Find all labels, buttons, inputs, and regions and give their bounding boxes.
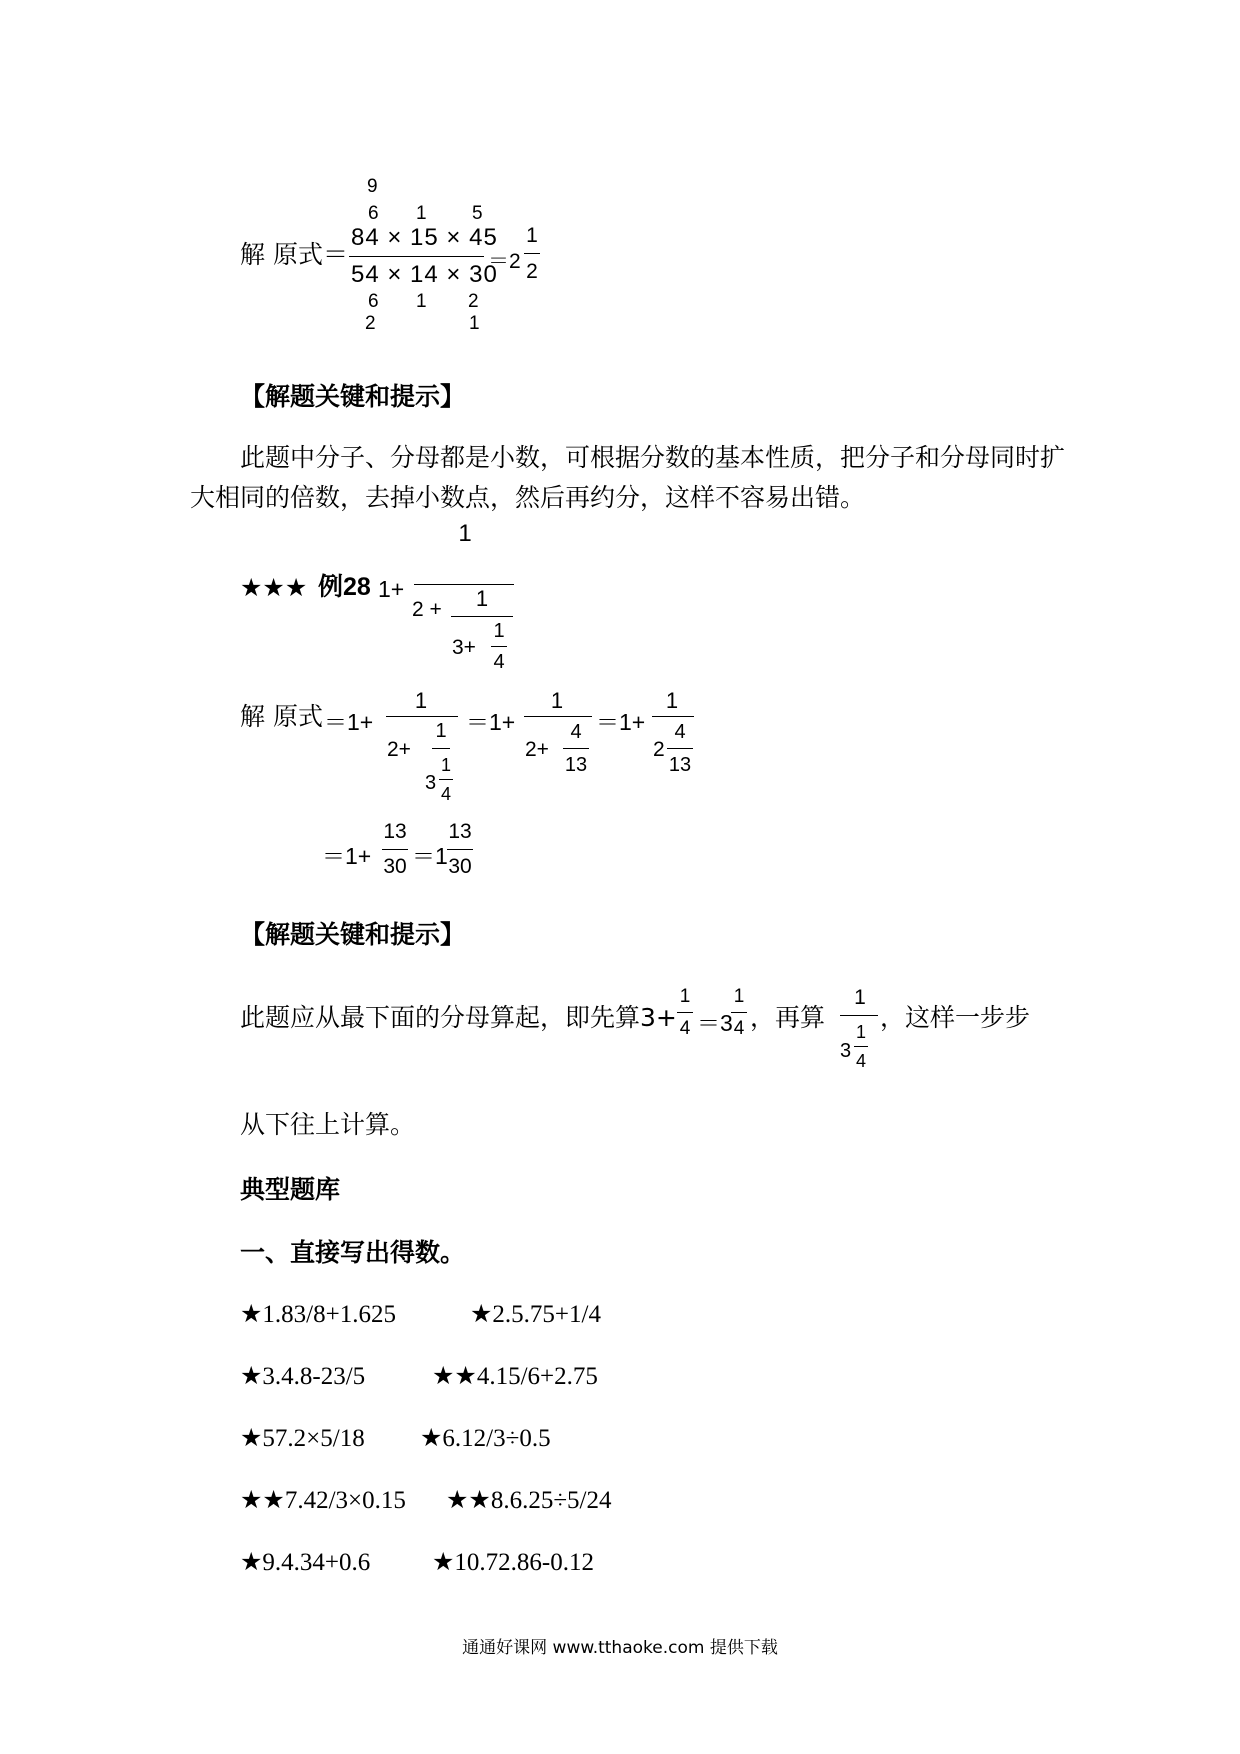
result-denominator: 2 <box>526 260 538 283</box>
line2-result-num: 13 <box>448 820 472 843</box>
exercise-item: ★10.72.86-0.12 <box>432 1549 594 1576</box>
cancel-mark: 1 <box>469 313 480 334</box>
step3-inner-den: 13 <box>668 754 692 776</box>
fraction-bar <box>414 584 514 585</box>
fraction-bar <box>667 748 693 749</box>
exercise-item: ★★4.15/6+2.75 <box>432 1363 598 1390</box>
page-footer: 通通好课网 www.tthaoke.com 提供下载 <box>462 1638 778 1658</box>
line2-result-den: 30 <box>448 855 472 878</box>
example-label: 例28 <box>318 573 371 601</box>
step3-whole: 2 <box>653 738 665 761</box>
step1-inner-num: 1 <box>435 720 447 742</box>
step2-inner-den: 13 <box>564 754 588 776</box>
section-subtitle: 一、直接写出得数。 <box>240 1238 466 1267</box>
hint-mixed-num: 1 <box>855 1022 866 1042</box>
exercise-item: ★57.2×5/18 <box>240 1425 365 1452</box>
step-equals: ＝1 <box>412 843 448 869</box>
exercise-item: ★9.4.34+0.6 <box>240 1549 371 1576</box>
step1-mixed-num: 1 <box>440 755 451 775</box>
fraction-bar <box>439 779 453 780</box>
hint-mixed-whole: 3 <box>840 1040 852 1062</box>
fraction-bar <box>386 716 458 717</box>
step2-numerator: 1 <box>550 688 564 713</box>
hint-text: ，这样一步步 <box>880 1003 1031 1032</box>
fraction-bar <box>524 716 592 717</box>
cancel-mark: 1 <box>416 291 427 312</box>
section-title: 典型题库 <box>240 1175 341 1204</box>
step3-inner-num: 4 <box>674 721 686 743</box>
hint-text: 此题应从最下面的分母算起，即先算3+ <box>240 1003 677 1032</box>
hint-fraction-num: 1 <box>854 986 866 1009</box>
cf-numerator: 1 <box>458 520 472 547</box>
hint-fraction-den: 4 <box>733 1018 745 1039</box>
hint-text: 此题中分子、分母都是小数，可根据分数的基本性质，把分子和分母同时扩大相同的倍数，去掉小数点，然后再约分，这样不容易出错。 <box>190 443 1066 512</box>
step1-den-lead: 2+ <box>387 738 411 761</box>
cancel-mark: 2 <box>468 291 479 312</box>
hint-heading: 【解题关键和提示】 <box>240 920 466 949</box>
step-equals: ＝1+ <box>322 843 372 869</box>
cf-lead-2: 2 + <box>412 598 442 621</box>
hint-text: 从下往上计算。 <box>240 1110 416 1139</box>
fraction-bar <box>854 1046 868 1047</box>
exercise-item: ★2.5.75+1/4 <box>470 1301 601 1328</box>
fraction-bar <box>349 256 484 257</box>
cancel-mark: 6 <box>368 203 379 224</box>
fraction-bar <box>840 1015 878 1016</box>
line2-denominator: 30 <box>383 855 407 878</box>
hint-heading: 【解题关键和提示】 <box>240 382 466 411</box>
cancel-mark: 1 <box>416 203 427 224</box>
fraction-bar <box>524 253 540 254</box>
cancel-mark: 2 <box>365 313 376 334</box>
exercise-item: ★3.4.8-23/5 <box>240 1363 366 1390</box>
step1-numerator: 1 <box>414 688 428 713</box>
fraction-numerator: 84 × 15 × 45 <box>351 224 498 251</box>
cf-denominator-3: 4 <box>493 651 505 673</box>
cancel-mark: 5 <box>472 203 483 224</box>
result-numerator: 1 <box>526 224 538 247</box>
hint-fraction-num: 1 <box>679 986 691 1007</box>
example-stars: ★★★ <box>240 573 308 602</box>
result-equals: ＝2 <box>488 250 521 273</box>
cf-lead: 1+ <box>378 576 405 602</box>
fraction-bar <box>491 646 507 647</box>
hint-equals: ＝3 <box>697 1010 733 1036</box>
fraction-bar <box>731 1012 747 1013</box>
cf-lead-3: 3+ <box>452 636 476 659</box>
cancel-mark: 6 <box>368 291 379 312</box>
step-equals: ＝1+ <box>596 709 646 735</box>
step2-den-lead: 2+ <box>525 738 549 761</box>
exercise-item: ★★7.42/3×0.15 <box>240 1487 406 1514</box>
cancel-mark: 9 <box>367 176 378 197</box>
hint-fraction-den: 4 <box>679 1018 691 1039</box>
step-equals: ＝1+ <box>466 709 516 735</box>
step-equals: ＝1+ <box>324 709 374 735</box>
line2-numerator: 13 <box>383 820 407 843</box>
solution-label: 解 原式＝ <box>240 240 348 269</box>
fraction-bar <box>652 716 694 717</box>
exercise-item: ★★8.6.25÷5/24 <box>446 1487 612 1514</box>
step1-mixed-whole: 3 <box>425 772 437 794</box>
fraction-bar <box>451 616 513 617</box>
hint-text: ，再算 <box>750 1003 826 1032</box>
cf-numerator-2: 1 <box>475 586 489 611</box>
fraction-bar <box>447 849 473 850</box>
fraction-bar <box>563 748 589 749</box>
fraction-denominator: 54 × 14 × 30 <box>351 261 498 288</box>
hint-fraction-num: 1 <box>733 986 745 1007</box>
step2-inner-num: 4 <box>570 721 582 743</box>
solution-label: 解 原式 <box>240 702 323 731</box>
step3-numerator: 1 <box>665 688 679 713</box>
exercise-item: ★1.83/8+1.625 <box>240 1301 396 1328</box>
fraction-bar <box>382 849 408 850</box>
hint-mixed-den: 4 <box>855 1051 866 1071</box>
cf-numerator-3: 1 <box>493 620 505 642</box>
exercise-item: ★6.12/3÷0.5 <box>420 1425 551 1452</box>
step1-mixed-den: 4 <box>440 784 451 804</box>
fraction-bar <box>677 1012 693 1013</box>
fraction-bar <box>432 748 450 749</box>
